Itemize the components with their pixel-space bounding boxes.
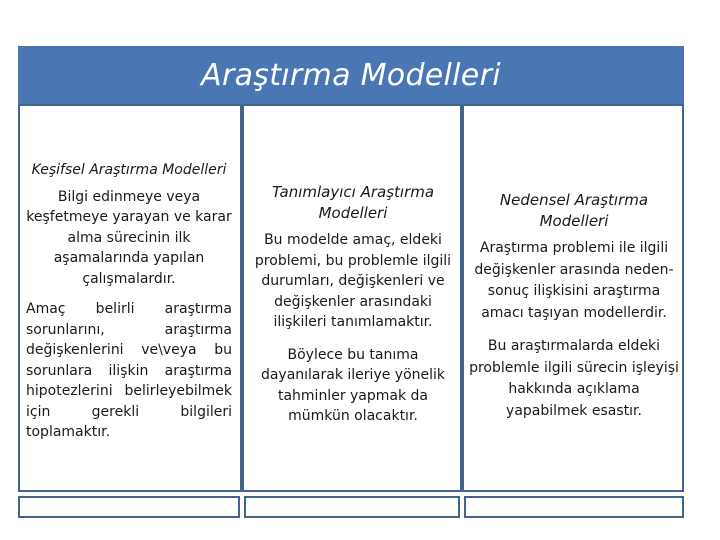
footer-cell-right — [464, 496, 684, 518]
column-causal — [466, 190, 682, 422]
column-descriptive — [248, 182, 458, 427]
column-heading: Tanımlayıcı Araştırma Modelleri — [271, 183, 435, 222]
column-exploratory — [26, 160, 232, 443]
page-title: Araştırma Modelleri — [201, 57, 501, 93]
column-heading: Keşifsel Araştırma Modelleri — [31, 162, 227, 178]
column-paragraph: Bu araştırmalarda eldeki problemle ilgili sürecin işleyişi hakkında açıklama yapabilmek esastır. — [469, 338, 679, 419]
title-banner — [18, 46, 684, 104]
column-paragraph: Araştırma problemi ile ilgili değişkenler arasında neden-sonuç ilişkisini araştırma amacı taşıyan modellerdir. — [474, 240, 674, 321]
column-heading: Nedensel Araştırma Modelleri — [499, 191, 649, 230]
column-paragraph: Amaç belirli araştırma sorunlarını, araştırma değişkenlerini ve\veya bu sorunlara ilişkin araştırma hipotezlerini belirleyebilmek için gerekli bilgileri toplamaktır. — [26, 301, 232, 440]
footer-cell-left — [18, 496, 240, 518]
column-paragraph: Bu modelde amaç, eldeki problemi, bu problemle ilgili durumları, değişkenleri ve değişkenler arasındaki ilişkileri tanımlamaktır. — [254, 232, 452, 330]
column-paragraph: Bilgi edinmeye veya keşfetmeye yarayan ve karar alma sürecinin ilk aşamalarında yapılan çalışmalardır. — [26, 188, 232, 287]
footer-cell-middle — [244, 496, 460, 518]
column-paragraph: Böylece bu tanıma dayanılarak ileriye yönelik tahminler yapmak da mümkün olacaktır. — [260, 346, 446, 424]
